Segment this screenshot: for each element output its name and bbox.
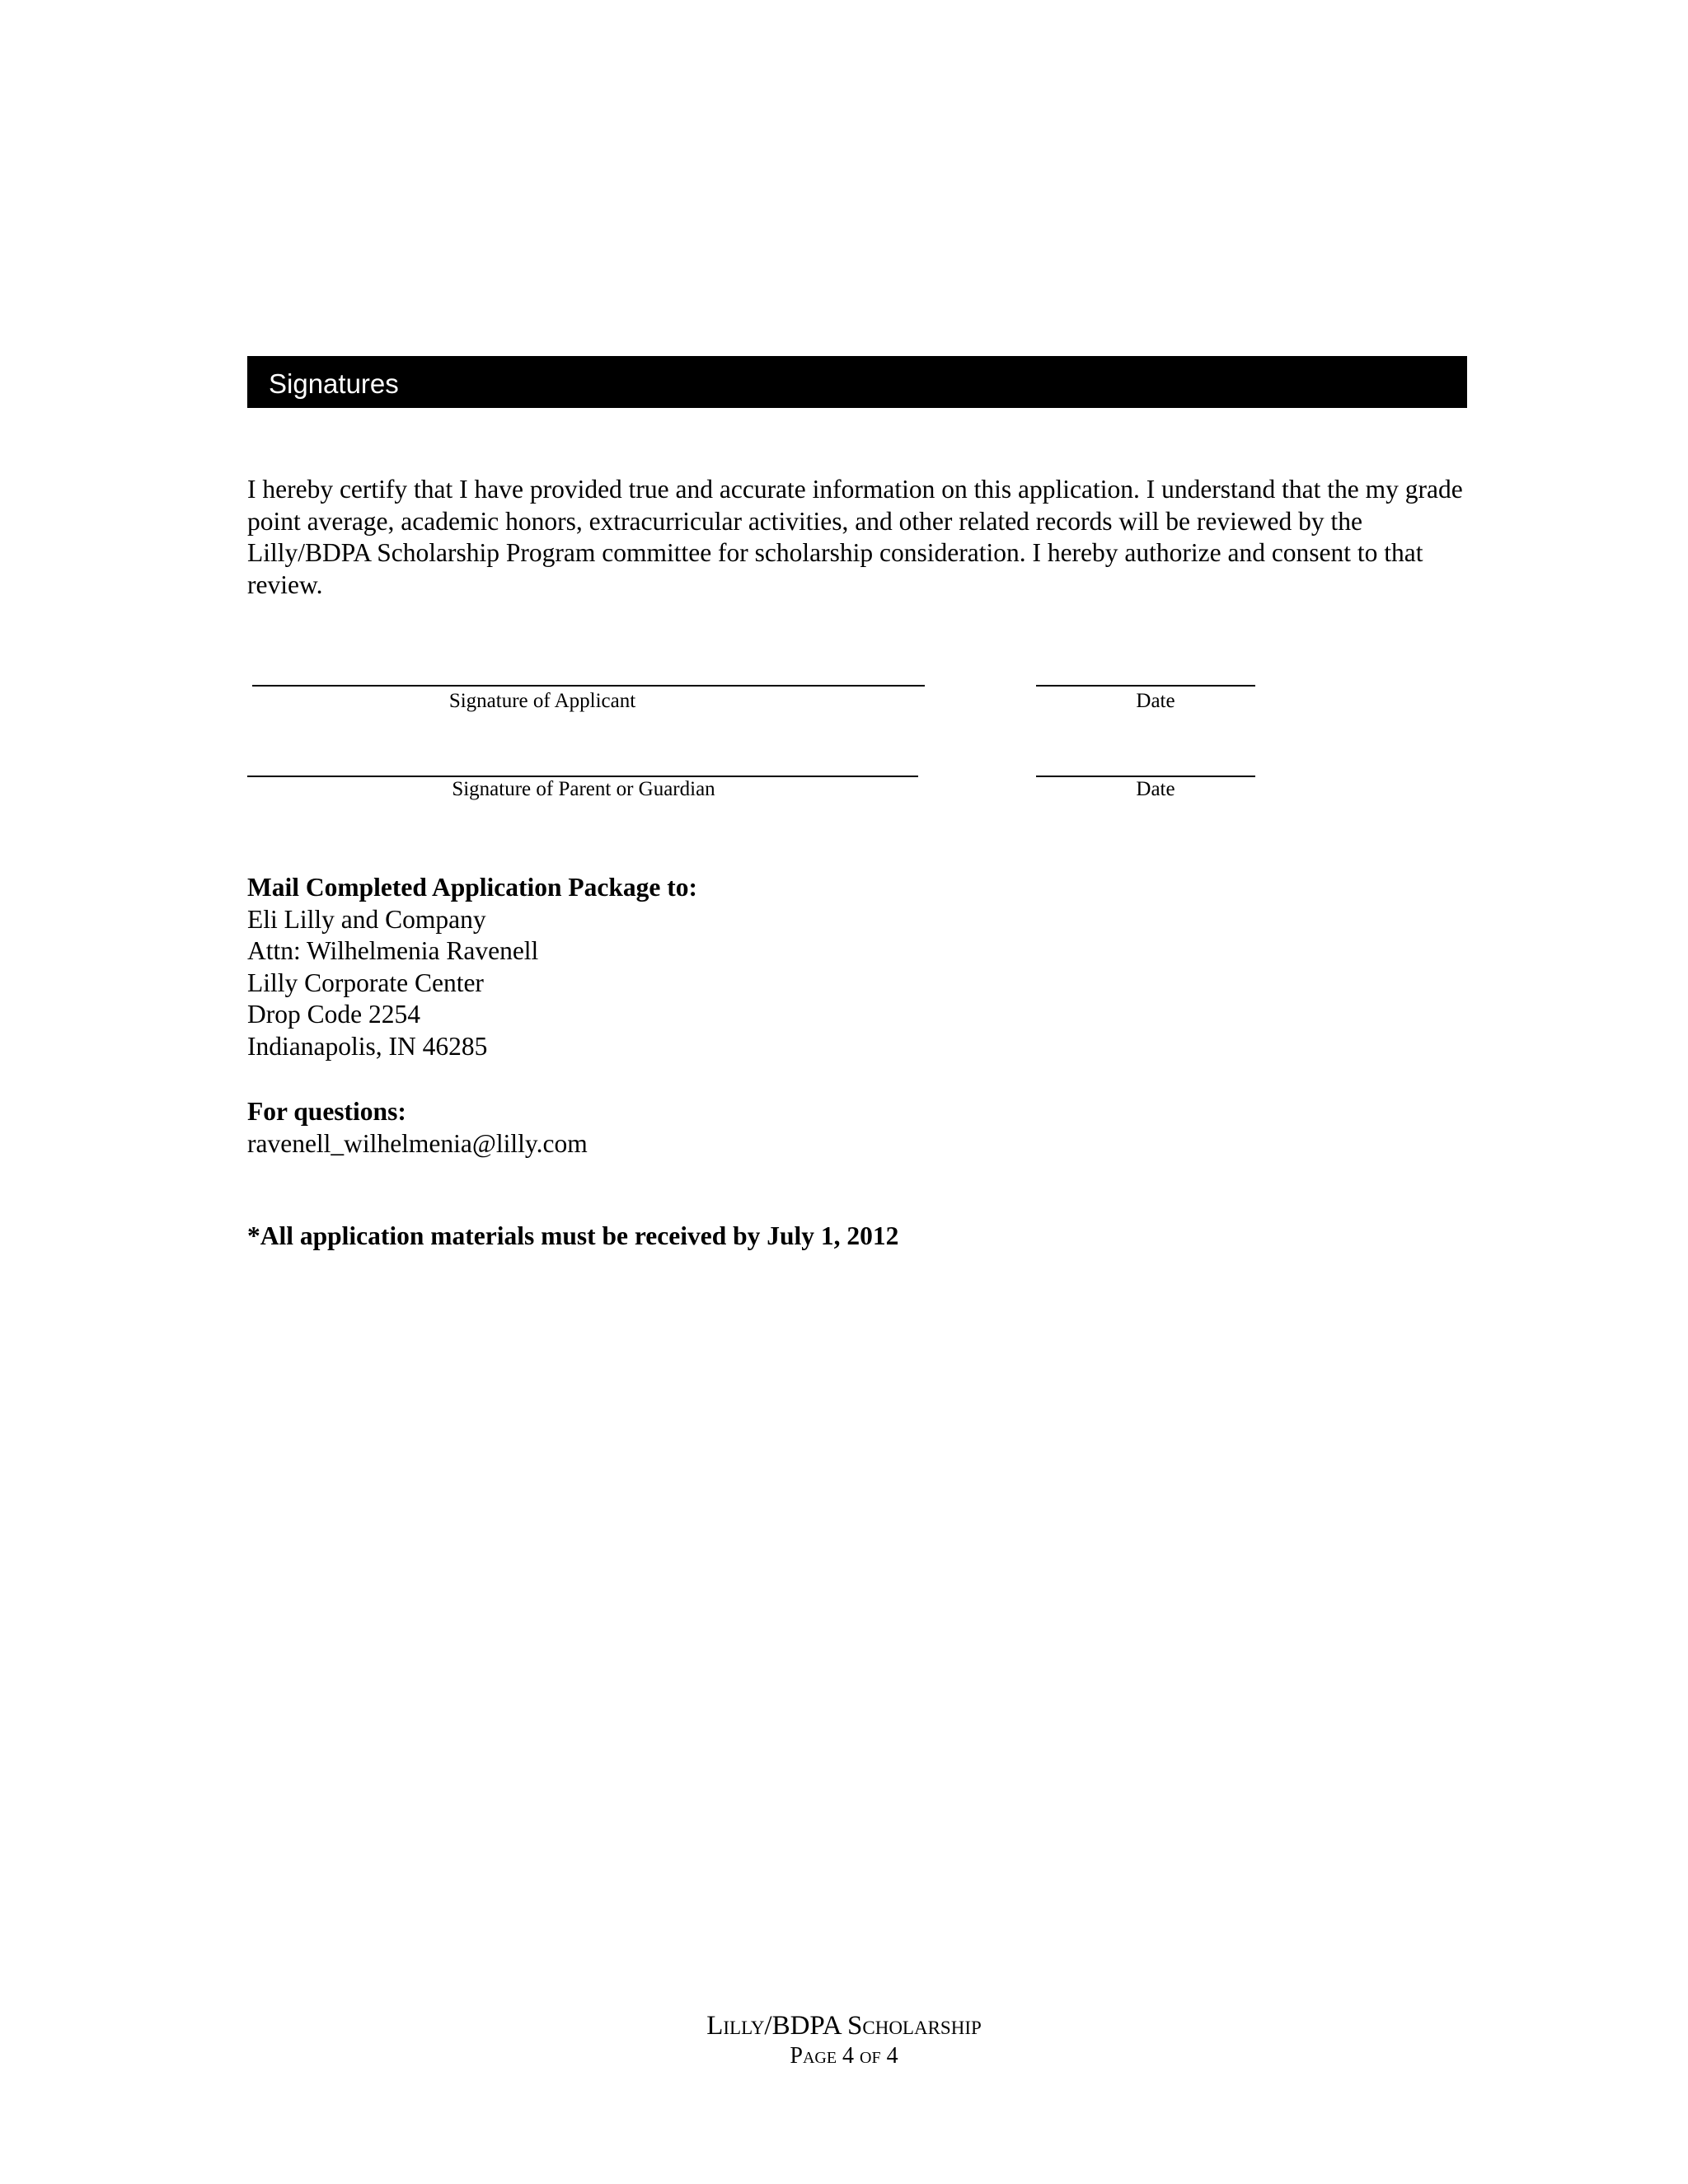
mailing-address-line: Eli Lilly and Company bbox=[247, 904, 486, 934]
questions-block bbox=[247, 1096, 588, 1160]
guardian-date-label: Date bbox=[1136, 778, 1175, 800]
applicant-signature-line bbox=[252, 685, 925, 687]
guardian-signature-label: Signature of Parent or Guardian bbox=[452, 778, 715, 800]
mailing-address-line: Drop Code 2254 bbox=[247, 1000, 420, 1029]
page-footer bbox=[0, 2009, 1688, 2070]
mailing-address-line: Lilly Corporate Center bbox=[247, 968, 484, 997]
applicant-signature-label: Signature of Applicant bbox=[448, 690, 636, 712]
applicant-date-line bbox=[1036, 685, 1255, 687]
mailing-address-line: Indianapolis, IN 46285 bbox=[247, 1031, 488, 1061]
mailing-address-line: Attn: Wilhelmenia Ravenell bbox=[247, 936, 539, 965]
mailing-heading: Mail Completed Application Package to: bbox=[247, 873, 697, 902]
certification-statement: I hereby certify that I have provided true and accurate information on this application. I understand that the my grade point average, academic honors, extracurricular activities, and other related records will be reviewed by the Lilly/BDPA Scholarship Program committee for scholarship consideration. I hereby authorize and consent to that review. bbox=[247, 475, 1463, 599]
section-title: Signatures bbox=[269, 368, 399, 399]
footer-title: Lilly/BDPA Scholarship bbox=[706, 2011, 982, 2041]
applicant-date-label: Date bbox=[1136, 690, 1175, 712]
questions-heading: For questions: bbox=[247, 1097, 406, 1126]
deadline-notice: *All application materials must be received by July 1, 2012 bbox=[247, 1221, 899, 1250]
contact-email: ravenell_wilhelmenia@lilly.com bbox=[247, 1128, 588, 1158]
page-number: Page 4 of 4 bbox=[790, 2043, 898, 2069]
mailing-address-block bbox=[247, 872, 697, 1062]
signatures-section-header bbox=[247, 356, 1467, 408]
